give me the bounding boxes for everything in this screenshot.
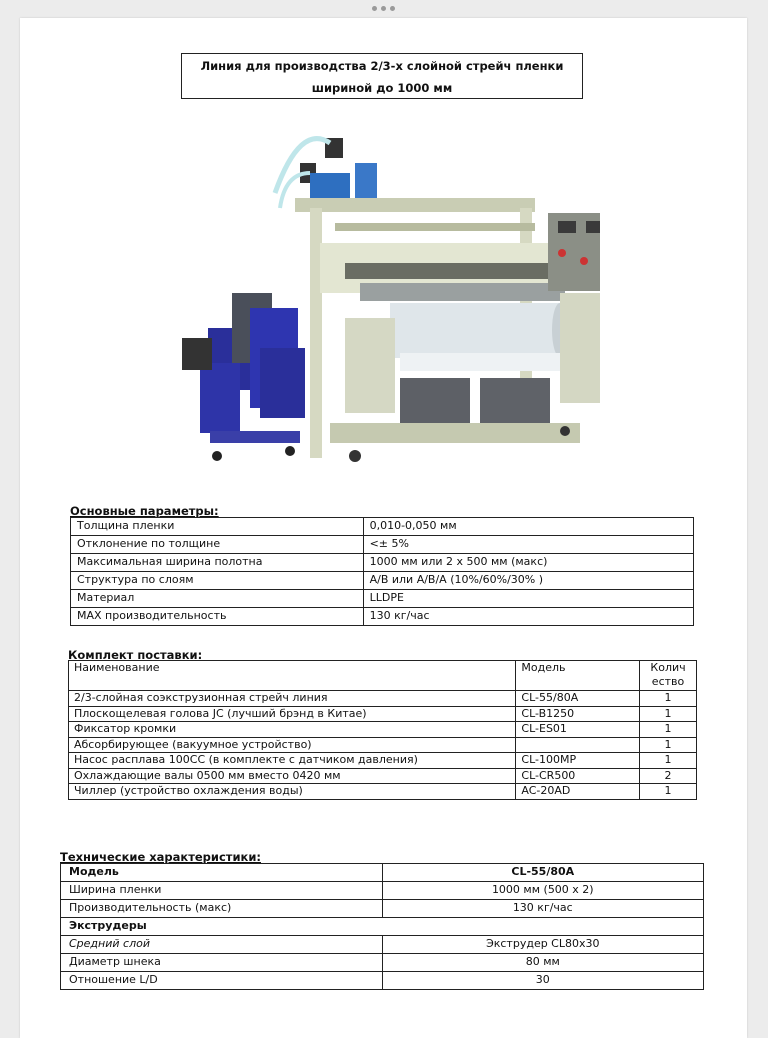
kit-item-model: CL-B1250 [516, 706, 640, 722]
kit-item-name: Абсорбирующее (вакуумное устройство) [69, 737, 516, 753]
tech-table [60, 863, 704, 990]
tech-label: Производительность (макс) [61, 900, 383, 918]
param-name: Толщина пленки [71, 518, 364, 536]
tech-label: Отношение L/D [61, 972, 383, 990]
tech-value: 80 мм [382, 954, 703, 972]
document-page [20, 18, 747, 1038]
table-row [69, 737, 697, 753]
table-row [61, 972, 704, 990]
tech-value: CL-55/80A [382, 864, 703, 882]
table-row [69, 706, 697, 722]
kit-item-name: Чиллер (устройство охлаждения воды) [69, 784, 516, 800]
kit-heading: Комплект поставки: [68, 648, 203, 662]
kit-item-qty: 1 [640, 691, 697, 707]
kit-item-model: AC-20AD [516, 784, 640, 800]
table-row [61, 882, 704, 900]
table-row [61, 864, 704, 882]
table-row [71, 572, 694, 590]
more-options-icon[interactable] [372, 6, 395, 11]
table-row [69, 691, 697, 707]
tech-heading: Технические характеристики: [60, 850, 261, 864]
table-row [71, 536, 694, 554]
kit-item-model [516, 737, 640, 753]
tech-value: 30 [382, 972, 703, 990]
table-row [69, 784, 697, 800]
kit-item-qty: 1 [640, 784, 697, 800]
tech-value: Экструдер CL80x30 [382, 936, 703, 954]
kit-item-model: CL-CR500 [516, 768, 640, 784]
kit-item-name: Охлаждающие валы 0500 мм вместо 0420 мм [69, 768, 516, 784]
kit-item-name: 2/3-слойная соэкструзионная стрейч линия [69, 691, 516, 707]
kit-item-qty: 1 [640, 753, 697, 769]
table-row [71, 590, 694, 608]
kit-item-qty: 2 [640, 768, 697, 784]
param-value: LLDPE [363, 590, 693, 608]
param-name: MAX производительность [71, 608, 364, 626]
param-name: Отклонение по толщине [71, 536, 364, 554]
tech-label: Ширина пленки [61, 882, 383, 900]
kit-item-name: Насос расплава 100CC (в комплекте с датчиком давления) [69, 753, 516, 769]
kit-item-name: Плоскощелевая голова JC (лучший брэнд в Китае) [69, 706, 516, 722]
table-row [69, 753, 697, 769]
table-row [61, 900, 704, 918]
kit-item-model: CL-ES01 [516, 722, 640, 738]
table-row [61, 954, 704, 972]
table-row [61, 936, 704, 954]
main-params-table [70, 517, 694, 626]
title-line-2: шириной до 1000 мм [311, 81, 453, 95]
table-header-row [69, 661, 697, 691]
param-name: Структура по слоям [71, 572, 364, 590]
table-row [71, 554, 694, 572]
kit-item-qty: 1 [640, 706, 697, 722]
kit-table [68, 660, 697, 800]
document-title [181, 53, 583, 99]
tech-label: Диаметр шнека [61, 954, 383, 972]
column-header-model: Модель [516, 661, 640, 691]
param-name: Максимальная ширина полотна [71, 554, 364, 572]
kit-item-model: CL-100MP [516, 753, 640, 769]
param-value: 130 кг/час [363, 608, 693, 626]
tech-section-label: Экструдеры [61, 918, 704, 936]
tech-value: 1000 мм (500 x 2) [382, 882, 703, 900]
table-row [69, 768, 697, 784]
kit-item-name: Фиксатор кромки [69, 722, 516, 738]
column-header-qty: Колич ество [640, 661, 697, 691]
tech-value: 130 кг/час [382, 900, 703, 918]
kit-item-qty: 1 [640, 722, 697, 738]
table-row [71, 608, 694, 626]
main-params-heading: Основные параметры: [70, 504, 219, 518]
column-header-name: Наименование [69, 661, 516, 691]
param-value: 1000 мм или 2 x 500 мм (макс) [363, 554, 693, 572]
tech-label: Средний слой [61, 936, 383, 954]
table-row [61, 918, 704, 936]
table-row [69, 722, 697, 738]
param-value: <± 5% [363, 536, 693, 554]
table-row [71, 518, 694, 536]
title-line-1: Линия для производства 2/3-х слойной стрейч пленки [200, 59, 564, 73]
param-name: Материал [71, 590, 364, 608]
stretch-film-machine-image [160, 113, 600, 478]
tech-label: Модель [61, 864, 383, 882]
kit-item-qty: 1 [640, 737, 697, 753]
kit-item-model: CL-55/80A [516, 691, 640, 707]
param-value: 0,010-0,050 мм [363, 518, 693, 536]
param-value: A/B или A/B/A (10%/60%/30% ) [363, 572, 693, 590]
